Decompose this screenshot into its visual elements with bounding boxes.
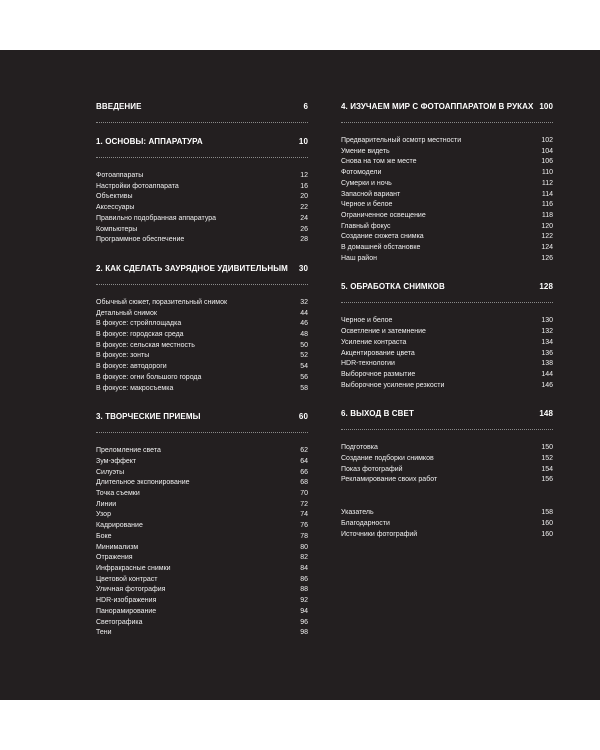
- toc-entry[interactable]: [341, 381, 553, 392]
- toc-entry[interactable]: [96, 596, 308, 607]
- toc-entry-label: Подготовка: [341, 444, 378, 452]
- toc-entry-label: Зум-эффект: [96, 457, 137, 465]
- toc-entry-page: 24: [300, 214, 308, 222]
- toc-entry[interactable]: [96, 373, 308, 384]
- toc-entry-page: 32: [300, 298, 308, 306]
- toc-entry[interactable]: [96, 478, 308, 489]
- toc-entry[interactable]: [96, 319, 308, 330]
- toc-entry-label: Уличная фотография: [96, 586, 166, 594]
- section-gap: [96, 639, 308, 657]
- toc-entry[interactable]: [96, 235, 308, 246]
- section-gap: [96, 394, 308, 412]
- section-gap: [341, 264, 553, 282]
- toc-entry-label: В фокусе: макросъемка: [96, 384, 174, 392]
- section-entries: [341, 443, 553, 486]
- section-divider: [341, 302, 553, 303]
- toc-entry-label: Правильно подобранная аппаратура: [96, 214, 217, 222]
- section-gap: [341, 391, 553, 409]
- toc-entry-page: 50: [300, 341, 308, 349]
- appendix-entry-label: Благодарности: [341, 519, 390, 527]
- appendix-entry-page: 158: [541, 509, 553, 517]
- toc-entry[interactable]: [96, 628, 308, 639]
- toc-entry[interactable]: [341, 338, 553, 349]
- section-divider: [341, 122, 553, 123]
- toc-entry-page: 146: [541, 381, 553, 389]
- toc-entry[interactable]: [96, 457, 308, 468]
- toc-entry[interactable]: [96, 330, 308, 341]
- toc-entry-page: 144: [541, 370, 553, 378]
- toc-entry-page: 96: [300, 618, 308, 626]
- toc-entry-page: 62: [300, 447, 308, 455]
- toc-entry-label: Преломление света: [96, 447, 161, 455]
- toc-entry[interactable]: [96, 510, 308, 521]
- toc-entry-page: 66: [300, 468, 308, 476]
- toc-entry[interactable]: [96, 214, 308, 225]
- toc-entry-label: Выборочное размытие: [341, 370, 416, 378]
- toc-entry-page: 84: [300, 564, 308, 572]
- appendix-entry-label: Указатель: [341, 509, 374, 517]
- toc-entry-page: 132: [541, 328, 553, 336]
- toc-entry-page: 46: [300, 320, 308, 328]
- toc-entry[interactable]: [341, 190, 553, 201]
- toc-entry[interactable]: [96, 468, 308, 479]
- section-title: ВВЕДЕНИЕ: [96, 102, 142, 111]
- toc-section: [96, 102, 308, 123]
- toc-entry-page: 104: [541, 147, 553, 155]
- toc-entry-page: 58: [300, 384, 308, 392]
- toc-entry-page: 72: [300, 500, 308, 508]
- section-entries: [96, 446, 308, 639]
- toc-entry[interactable]: [341, 147, 553, 158]
- toc-entry-page: 98: [300, 629, 308, 637]
- toc-entry-page: 52: [300, 352, 308, 360]
- toc-entry[interactable]: [96, 351, 308, 362]
- section-divider: [96, 157, 308, 158]
- toc-entry-page: 130: [541, 317, 553, 325]
- toc-entry-label: Предварительный осмотр местности: [341, 137, 462, 144]
- toc-entry[interactable]: [341, 254, 553, 265]
- toc-entry-page: 74: [300, 511, 308, 519]
- toc-entry-label: Линии: [96, 500, 117, 508]
- toc-entry[interactable]: [341, 136, 553, 147]
- toc-entry[interactable]: [96, 543, 308, 554]
- section-title: 3. ТВОРЧЕСКИЕ ПРИЕМЫ: [96, 412, 201, 422]
- toc-entry-label: Аксессуары: [96, 204, 135, 212]
- toc-entry-label: Усиление контраста: [341, 338, 407, 346]
- toc-entry[interactable]: [96, 203, 308, 214]
- toc-right-column: [341, 102, 553, 540]
- toc-entry-page: 126: [541, 254, 553, 262]
- toc-entry[interactable]: [341, 454, 553, 465]
- toc-entry-page: 28: [300, 236, 308, 244]
- toc-entry[interactable]: [341, 211, 553, 222]
- toc-entry-label: Осветление и затемнение: [341, 328, 426, 336]
- toc-entry-label: Запасной вариант: [341, 190, 401, 198]
- section-heading[interactable]: [96, 264, 308, 284]
- section-heading[interactable]: [96, 137, 308, 157]
- toc-entry-label: HDR-изображения: [96, 597, 157, 605]
- toc-entry-page: 48: [300, 331, 308, 339]
- toc-entry-label: В фокусе: зонты: [96, 352, 150, 360]
- toc-entry-label: Программное обеспечение: [96, 236, 185, 244]
- toc-entry-label: Силуэты: [96, 468, 125, 476]
- section-entries: [96, 171, 308, 246]
- toc-entry-page: 94: [300, 607, 308, 615]
- section-page-number: 10: [298, 137, 308, 146]
- toc-entry-label: Фотоаппараты: [96, 172, 144, 179]
- toc-entry-label: Ограниченное освещение: [341, 211, 426, 219]
- toc-entry-label: HDR-технологии: [341, 360, 395, 368]
- toc-entry-page: 152: [541, 455, 553, 463]
- toc-entry[interactable]: [341, 370, 553, 381]
- section-heading[interactable]: [341, 409, 553, 429]
- toc-entry[interactable]: [96, 489, 308, 500]
- toc-entry-page: 54: [300, 363, 308, 371]
- section-page-number: 60: [298, 412, 308, 422]
- toc-entry-label: Черное и белое: [341, 201, 393, 209]
- toc-entry[interactable]: [341, 157, 553, 168]
- toc-entry-label: Отражения: [96, 554, 133, 562]
- toc-entry[interactable]: [96, 553, 308, 564]
- toc-entry-label: Длительное экспонирование: [96, 479, 190, 487]
- toc-entry-page: 16: [300, 182, 308, 190]
- toc-entry-label: Выборочное усиление резкости: [341, 381, 445, 389]
- toc-entry-page: 118: [541, 211, 553, 219]
- toc-entry-label: В фокусе: автодороги: [96, 363, 167, 371]
- toc-entry[interactable]: [96, 618, 308, 629]
- toc-entry-label: Черное и белое: [341, 317, 393, 325]
- toc-entry[interactable]: [341, 327, 553, 338]
- toc-entry-label: Показ фотографий: [341, 465, 403, 473]
- section-page-number: 30: [298, 263, 308, 273]
- toc-entry-page: 64: [300, 457, 308, 465]
- toc-entry-label: Обычный сюжет, поразительный снимок: [96, 298, 228, 306]
- toc-entry-label: Акцентирование цвета: [341, 349, 415, 357]
- section-gap: [96, 123, 308, 137]
- section-page-number: 128: [539, 282, 553, 292]
- toc-entry[interactable]: [96, 575, 308, 586]
- toc-entry-page: 114: [541, 190, 553, 198]
- appendix-entry[interactable]: [341, 508, 553, 519]
- toc-entry[interactable]: [96, 607, 308, 618]
- appendix-entry-label: Источники фотографий: [341, 530, 418, 538]
- toc-entry[interactable]: [341, 359, 553, 370]
- toc-entry-label: Компьютеры: [96, 225, 138, 233]
- toc-entry-page: 56: [300, 373, 308, 381]
- toc-entry-label: Минимализм: [96, 543, 139, 551]
- toc-entry-label: В фокусе: огни большого города: [96, 373, 202, 381]
- toc-entry[interactable]: [96, 341, 308, 352]
- section-page-number: 6: [303, 102, 308, 111]
- toc-entry[interactable]: [96, 182, 308, 193]
- section-title: 2. КАК СДЕЛАТЬ ЗАУРЯДНОЕ УДИВИТЕЛЬНЫМ: [96, 263, 288, 273]
- toc-entry-label: Светографика: [96, 618, 143, 626]
- toc-section: [341, 102, 553, 264]
- toc-section: [341, 282, 553, 391]
- toc-entry[interactable]: [96, 225, 308, 236]
- toc-entry-label: Кадрирование: [96, 522, 143, 530]
- section-entries: [96, 298, 308, 394]
- toc-entry-page: 110: [541, 169, 553, 177]
- toc-entry-label: Панорамирование: [96, 607, 157, 615]
- toc-entry-page: 138: [541, 360, 553, 368]
- toc-entry-label: В фокусе: сельская местность: [96, 341, 195, 349]
- toc-entry-page: 150: [541, 444, 553, 452]
- section-gap: [341, 486, 553, 504]
- toc-entry-label: Создание сюжета снимка: [341, 233, 424, 241]
- toc-entry-page: 68: [300, 479, 308, 487]
- toc-entry[interactable]: [341, 222, 553, 233]
- toc-entry[interactable]: [341, 349, 553, 360]
- toc-page: [0, 50, 600, 700]
- toc-entry[interactable]: [96, 521, 308, 532]
- toc-entry-page: 120: [541, 222, 553, 230]
- toc-entry[interactable]: [96, 532, 308, 543]
- toc-section: [96, 264, 308, 394]
- section-title: 4. ИЗУЧАЕМ МИР С ФОТОАППАРАТОМ В РУКАХ: [341, 102, 534, 111]
- toc-entry-page: 154: [541, 465, 553, 473]
- toc-entry-label: Снова на том же месте: [341, 158, 417, 166]
- toc-entry[interactable]: [96, 171, 308, 182]
- toc-entry-label: Умение видеть: [341, 147, 390, 155]
- toc-entry-page: 20: [300, 193, 308, 201]
- toc-entry-page: 12: [300, 172, 308, 179]
- toc-entry[interactable]: [96, 298, 308, 309]
- toc-entry[interactable]: [341, 465, 553, 476]
- toc-section: [96, 412, 308, 639]
- section-heading[interactable]: [341, 102, 553, 122]
- toc-entry[interactable]: [96, 564, 308, 575]
- section-entries: [341, 316, 553, 391]
- toc-entry-page: 86: [300, 575, 308, 583]
- toc-entry[interactable]: [96, 500, 308, 511]
- toc-section: [96, 137, 308, 246]
- toc-entry-page: 112: [541, 179, 553, 187]
- toc-entry-page: 116: [541, 201, 553, 209]
- toc-entry[interactable]: [96, 362, 308, 373]
- toc-entry[interactable]: [341, 232, 553, 243]
- toc-entry[interactable]: [96, 192, 308, 203]
- toc-entry[interactable]: [341, 200, 553, 211]
- toc-entry[interactable]: [341, 475, 553, 486]
- section-page-number: 100: [539, 102, 553, 111]
- section-divider: [96, 432, 308, 433]
- section-heading[interactable]: [96, 412, 308, 432]
- toc-entry-label: Настройки фотоаппарата: [96, 182, 179, 190]
- toc-entry-page: 156: [541, 476, 553, 484]
- appendix-entry-page: 160: [541, 519, 553, 527]
- toc-entry-label: Цветовой контраст: [96, 575, 158, 583]
- toc-section: [341, 409, 553, 486]
- toc-entry[interactable]: [341, 243, 553, 254]
- toc-entry-label: В фокусе: городская среда: [96, 331, 184, 339]
- section-heading[interactable]: [96, 102, 308, 122]
- toc-entry-label: Тени: [96, 629, 112, 637]
- appendix-entry-page: 160: [541, 530, 553, 538]
- toc-entry[interactable]: [96, 309, 308, 320]
- toc-entry-page: 122: [541, 233, 553, 241]
- toc-entry-page: 106: [541, 158, 553, 166]
- toc-entry-page: 70: [300, 490, 308, 498]
- toc-entry[interactable]: [96, 384, 308, 395]
- toc-left-column: [96, 102, 308, 657]
- section-title: 5. ОБРАБОТКА СНИМКОВ: [341, 282, 445, 292]
- toc-entry-label: В фокусе: стройплощадка: [96, 320, 182, 328]
- toc-entry-label: Наш район: [341, 254, 377, 262]
- section-title: 6. ВЫХОД В СВЕТ: [341, 409, 414, 419]
- toc-entry-label: Детальный снимок: [96, 309, 157, 317]
- section-gap: [96, 246, 308, 264]
- toc-entry-page: 92: [300, 597, 308, 605]
- toc-entry-label: Инфракрасные снимки: [96, 564, 171, 572]
- toc-entry[interactable]: [341, 443, 553, 454]
- toc-entry-label: Рекламирование своих работ: [341, 476, 438, 484]
- toc-entry-page: 88: [300, 586, 308, 594]
- section-divider: [96, 284, 308, 285]
- toc-entry[interactable]: [341, 179, 553, 190]
- section-divider: [341, 429, 553, 430]
- toc-entry-label: Сумерки и ночь: [341, 179, 392, 187]
- toc-entry-page: 44: [300, 309, 308, 317]
- toc-entry-label: Главный фокус: [341, 222, 391, 230]
- toc-entry-page: 26: [300, 225, 308, 233]
- toc-entry-page: 102: [541, 137, 553, 144]
- section-entries: [341, 136, 553, 264]
- appendix-entry[interactable]: [341, 519, 553, 530]
- toc-entry-label: Боке: [96, 532, 112, 540]
- toc-entry-page: 78: [300, 532, 308, 540]
- appendix-entry[interactable]: [341, 530, 553, 541]
- toc-entry-label: Точка съемки: [96, 490, 140, 498]
- section-page-number: 148: [539, 409, 553, 419]
- toc-entry[interactable]: [96, 446, 308, 457]
- toc-entry-page: 22: [300, 204, 308, 212]
- toc-entry-page: 134: [541, 338, 553, 346]
- toc-entry-page: 136: [541, 349, 553, 357]
- toc-entry[interactable]: [341, 316, 553, 327]
- toc-entry-page: 76: [300, 522, 308, 530]
- toc-entry-page: 80: [300, 543, 308, 551]
- toc-entry-label: В домашней обстановке: [341, 244, 421, 252]
- toc-entry-label: Создание подборки снимков: [341, 455, 434, 463]
- section-title: 1. ОСНОВЫ: АППАРАТУРА: [96, 137, 203, 146]
- toc-entry-label: Узор: [96, 511, 111, 519]
- appendix-entries: [341, 508, 553, 540]
- toc-entry-label: Фотомодели: [341, 169, 382, 177]
- toc-entry[interactable]: [341, 168, 553, 179]
- toc-entry-label: Объективы: [96, 193, 133, 201]
- toc-entry-page: 124: [541, 244, 553, 252]
- toc-entry[interactable]: [96, 585, 308, 596]
- section-heading[interactable]: [341, 282, 553, 302]
- toc-entry-page: 82: [300, 554, 308, 562]
